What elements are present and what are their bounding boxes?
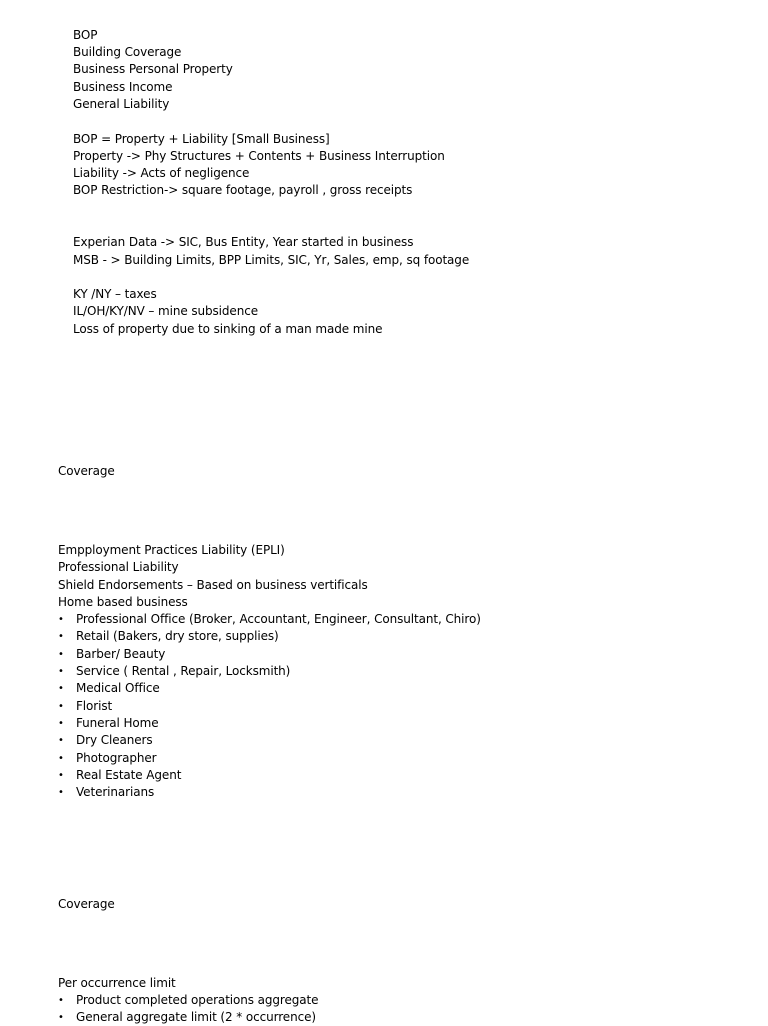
list-item-label: Product completed operations aggregate [76,993,319,1007]
bullet-icon: • [58,1012,64,1023]
text-line: Building Coverage [73,45,182,59]
bullet-icon: • [58,666,64,677]
list-item-label: Medical Office [76,681,160,695]
section-heading: Coverage [58,897,115,911]
text-line: Professional Liability [58,560,179,574]
list-item-label: Barber/ Beauty [76,647,166,661]
section-heading: Coverage [58,464,115,478]
bullet-icon: • [58,735,64,746]
list-item-label: Florist [76,699,113,713]
list-item-label: Photographer [76,751,157,765]
bullet-icon: • [58,614,64,625]
list-item-label: Dry Cleaners [76,733,153,747]
list-item-label: Veterinarians [76,785,155,799]
text-line: IL/OH/KY/NV – mine subsidence [73,304,258,318]
text-line: Business Personal Property [73,62,233,76]
text-line: General Liability [73,97,170,111]
bullet-icon: • [58,770,64,781]
text-line: Empployment Practices Liability (EPLI) [58,543,285,557]
text-line: BOP = Property + Liability [Small Business] [73,132,330,146]
text-line: Experian Data -> SIC, Bus Entity, Year started in business [73,235,414,249]
text-line: Per occurrence limit [58,976,176,990]
text-line: Liability -> Acts of negligence [73,166,250,180]
list-item-label: Retail (Bakers, dry store, supplies) [76,629,279,643]
bullet-icon: • [58,787,64,798]
text-line: BOP Restriction-> square footage, payroll , gross receipts [73,183,413,197]
list-item-label: General aggregate limit (2 * occurrence) [76,1010,316,1024]
text-line: Home based business [58,595,188,609]
list-item-label: Service ( Rental , Repair, Locksmith) [76,664,291,678]
bullet-icon: • [58,995,64,1006]
list-item-label: Funeral Home [76,716,159,730]
bullet-icon: • [58,753,64,764]
bullet-icon: • [58,718,64,729]
list-item-label: Professional Office (Broker, Accountant, Engineer, Consultant, Chiro) [76,612,481,626]
text-line: KY /NY – taxes [73,287,157,301]
text-line: Shield Endorsements – Based on business vertificals [58,578,368,592]
text-line: MSB - > Building Limits, BPP Limits, SIC, Yr, Sales, emp, sq footage [73,253,470,267]
bullet-icon: • [58,649,64,660]
bullet-icon: • [58,683,64,694]
text-line: Loss of property due to sinking of a man made mine [73,322,383,336]
bullet-icon: • [58,631,64,642]
list-item-label: Real Estate Agent [76,768,182,782]
text-line: BOP [73,28,98,42]
text-line: Business Income [73,80,173,94]
text-line: Property -> Phy Structures + Contents + Business Interruption [73,149,445,163]
bullet-icon: • [58,701,64,712]
